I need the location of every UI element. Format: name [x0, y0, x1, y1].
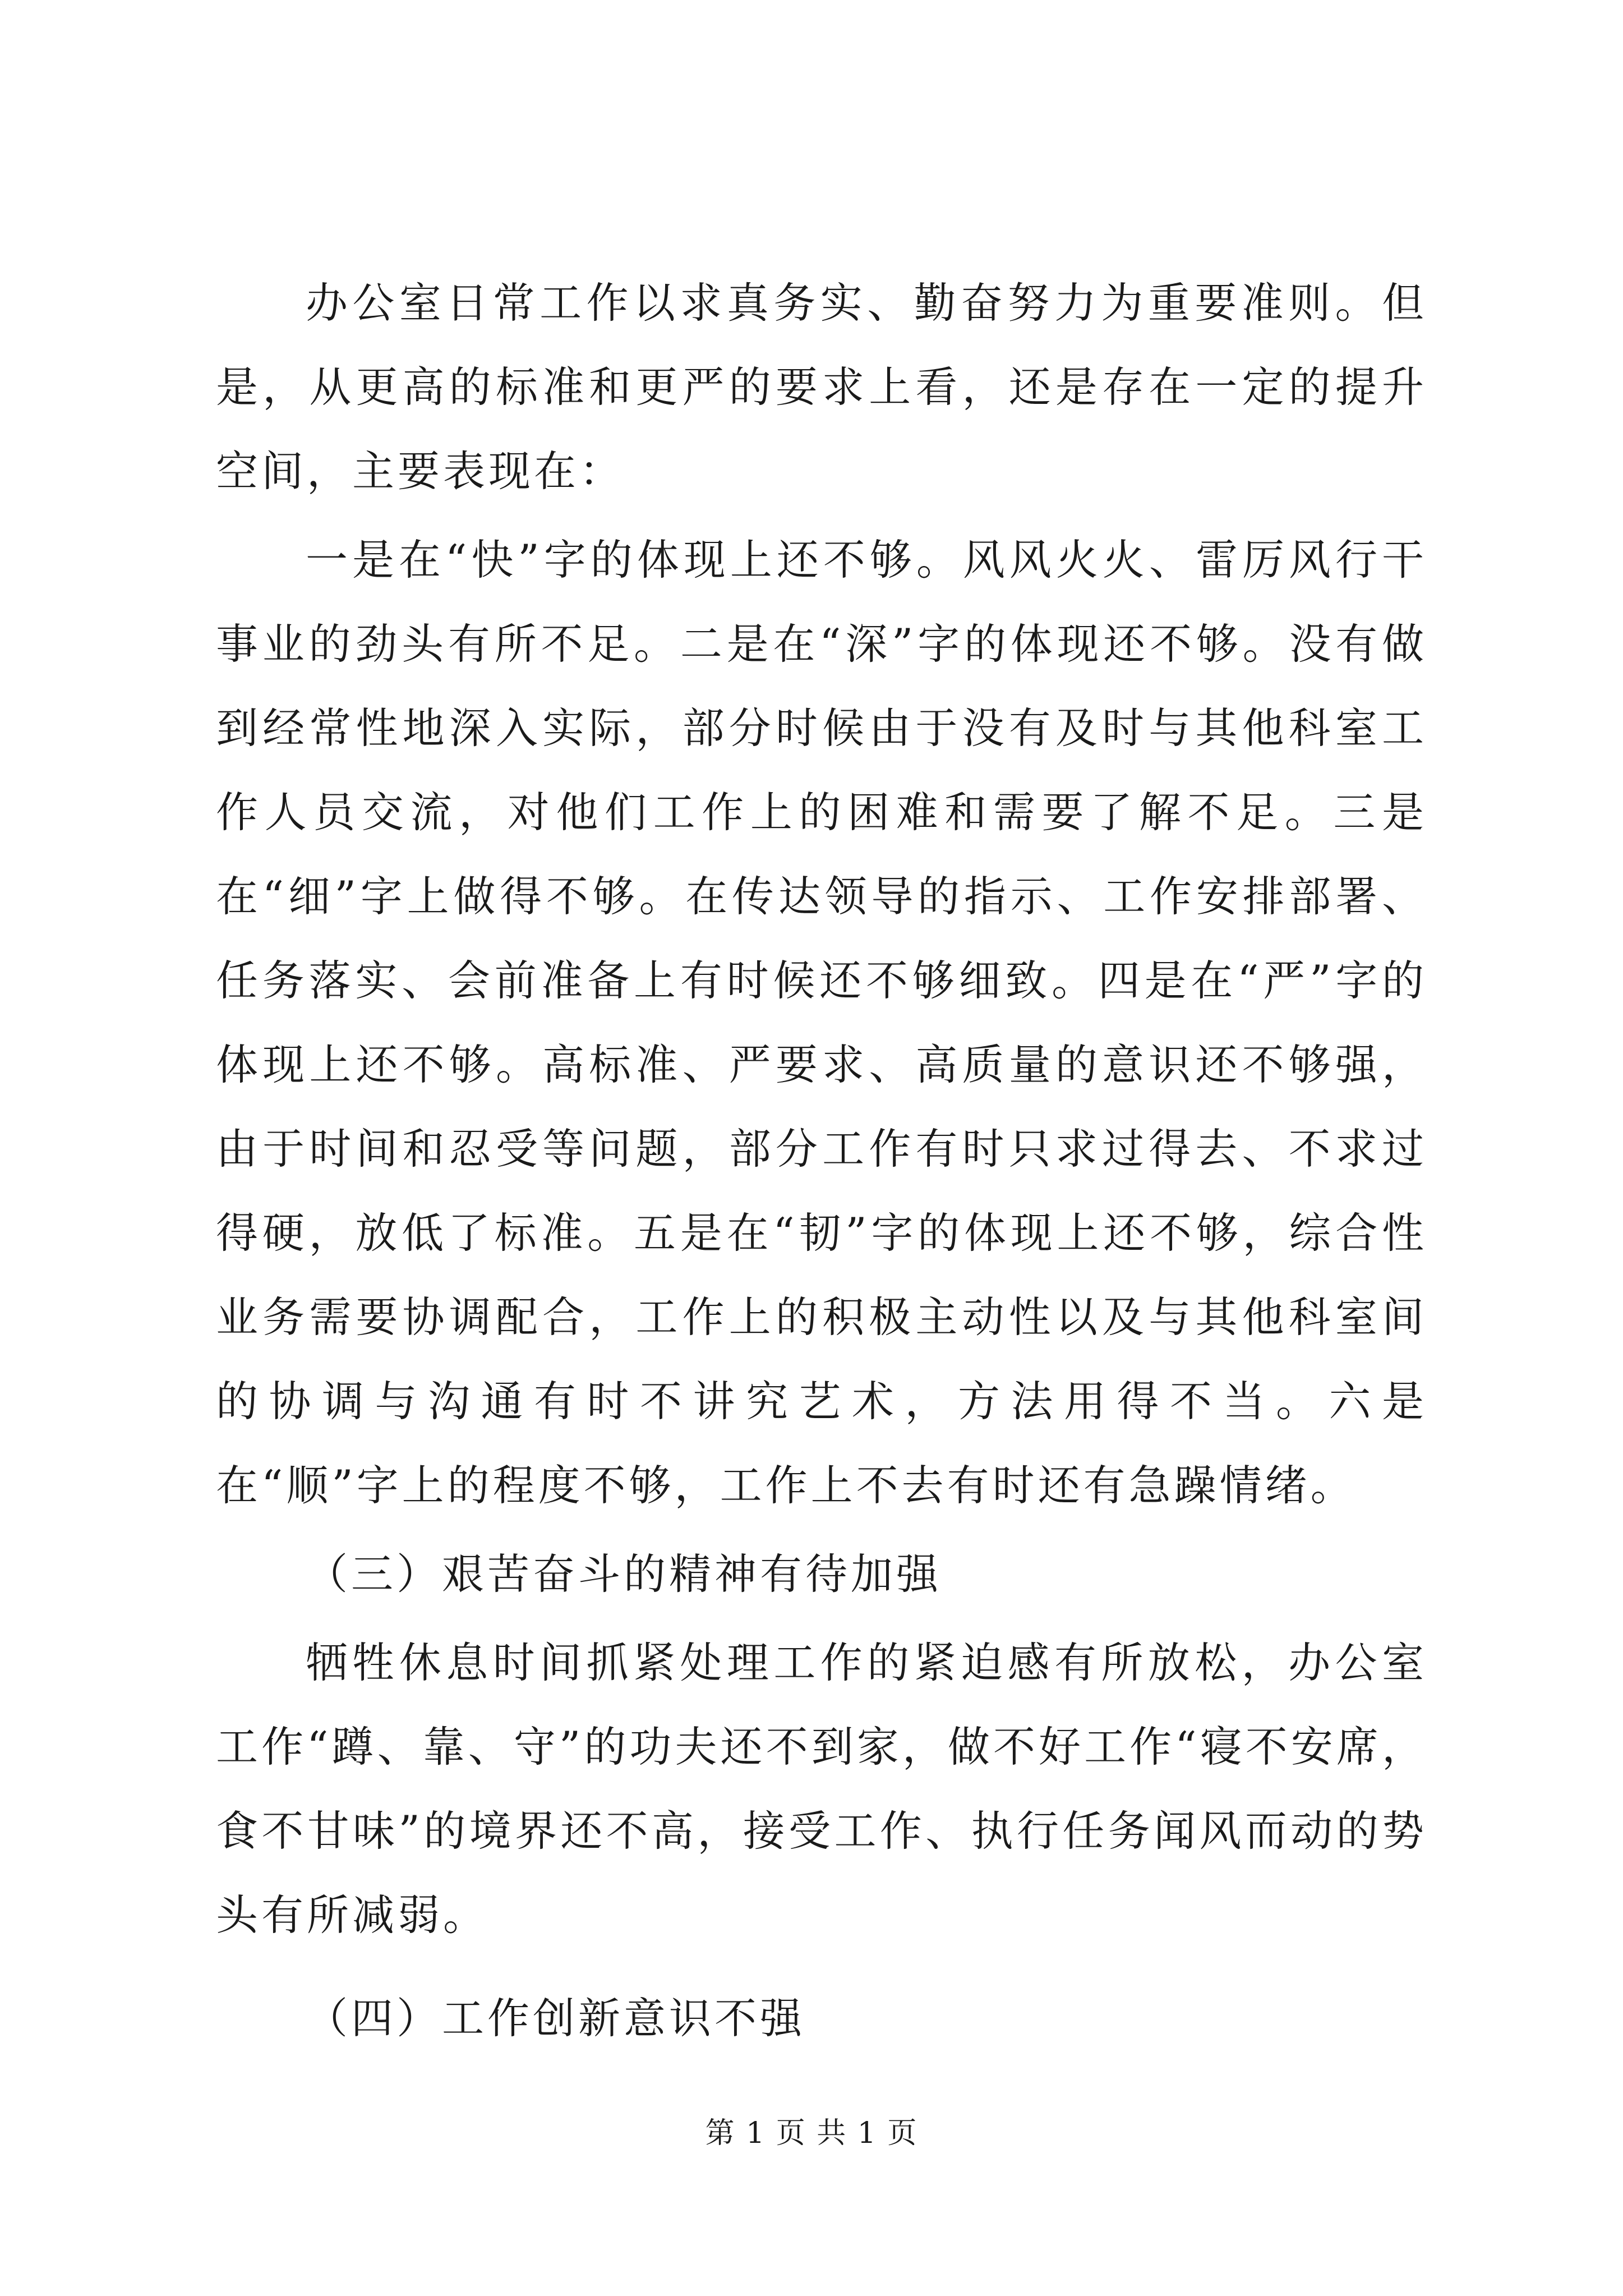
section-three-paragraph: 牺牲休息时间抓紧处理工作的紧迫感有所放松，办公室工作“蹲、靠、守”的功夫还不到家，做不好工作“寝不安席，食不甘味”的境界还不高，接受工作、执行任务闻风而动的势头有所减弱。 [216, 1638, 1427, 1940]
intro-paragraph: 办公室日常工作以求真务实、勤奋努力为重要准则。但是，从更高的标准和更严的要求上看，还是存在一定的提升空间，主要表现在： [216, 278, 1427, 496]
page-footer [0, 2114, 1623, 2153]
section-three-heading: （三）艰苦奋斗的精神有待加强 [306, 1549, 942, 1599]
document-body [216, 261, 1427, 2060]
page-number-label: 第 1 页 共 1 页 [705, 2116, 918, 2150]
shortcomings-paragraph: 一是在“快”字的体现上还不够。风风火火、雷厉风行干事业的劲头有所不足。二是在“深”字的体现还不够。没有做到经常性地深入实际，部分时候由于没有及时与其他科室工作人员交流，对他们工作上的困难和需要了解不足。三是在“细”字上做得不够。在传达领导的指示、工作安排部署、任务落实、会前准备上有时候还不够细致。四是在“严”字的体现上还不够。高标准、严要求、高质量的意识还不够强，由于时间和忍受等问题，部分工作有时只求过得去、不求过得硬，放低了标准。五是在“韧”字的体现上还不够，综合性业务需要协调配合，工作上的积极主动性以及与其他科室间的协调与沟通有时不讲究艺术，方法用得不当。六是在“顺”字上的程度不够，工作上不去有时还有急躁情绪。 [216, 535, 1427, 1510]
section-four-heading: （四）工作创新意识不强 [306, 1994, 806, 2043]
